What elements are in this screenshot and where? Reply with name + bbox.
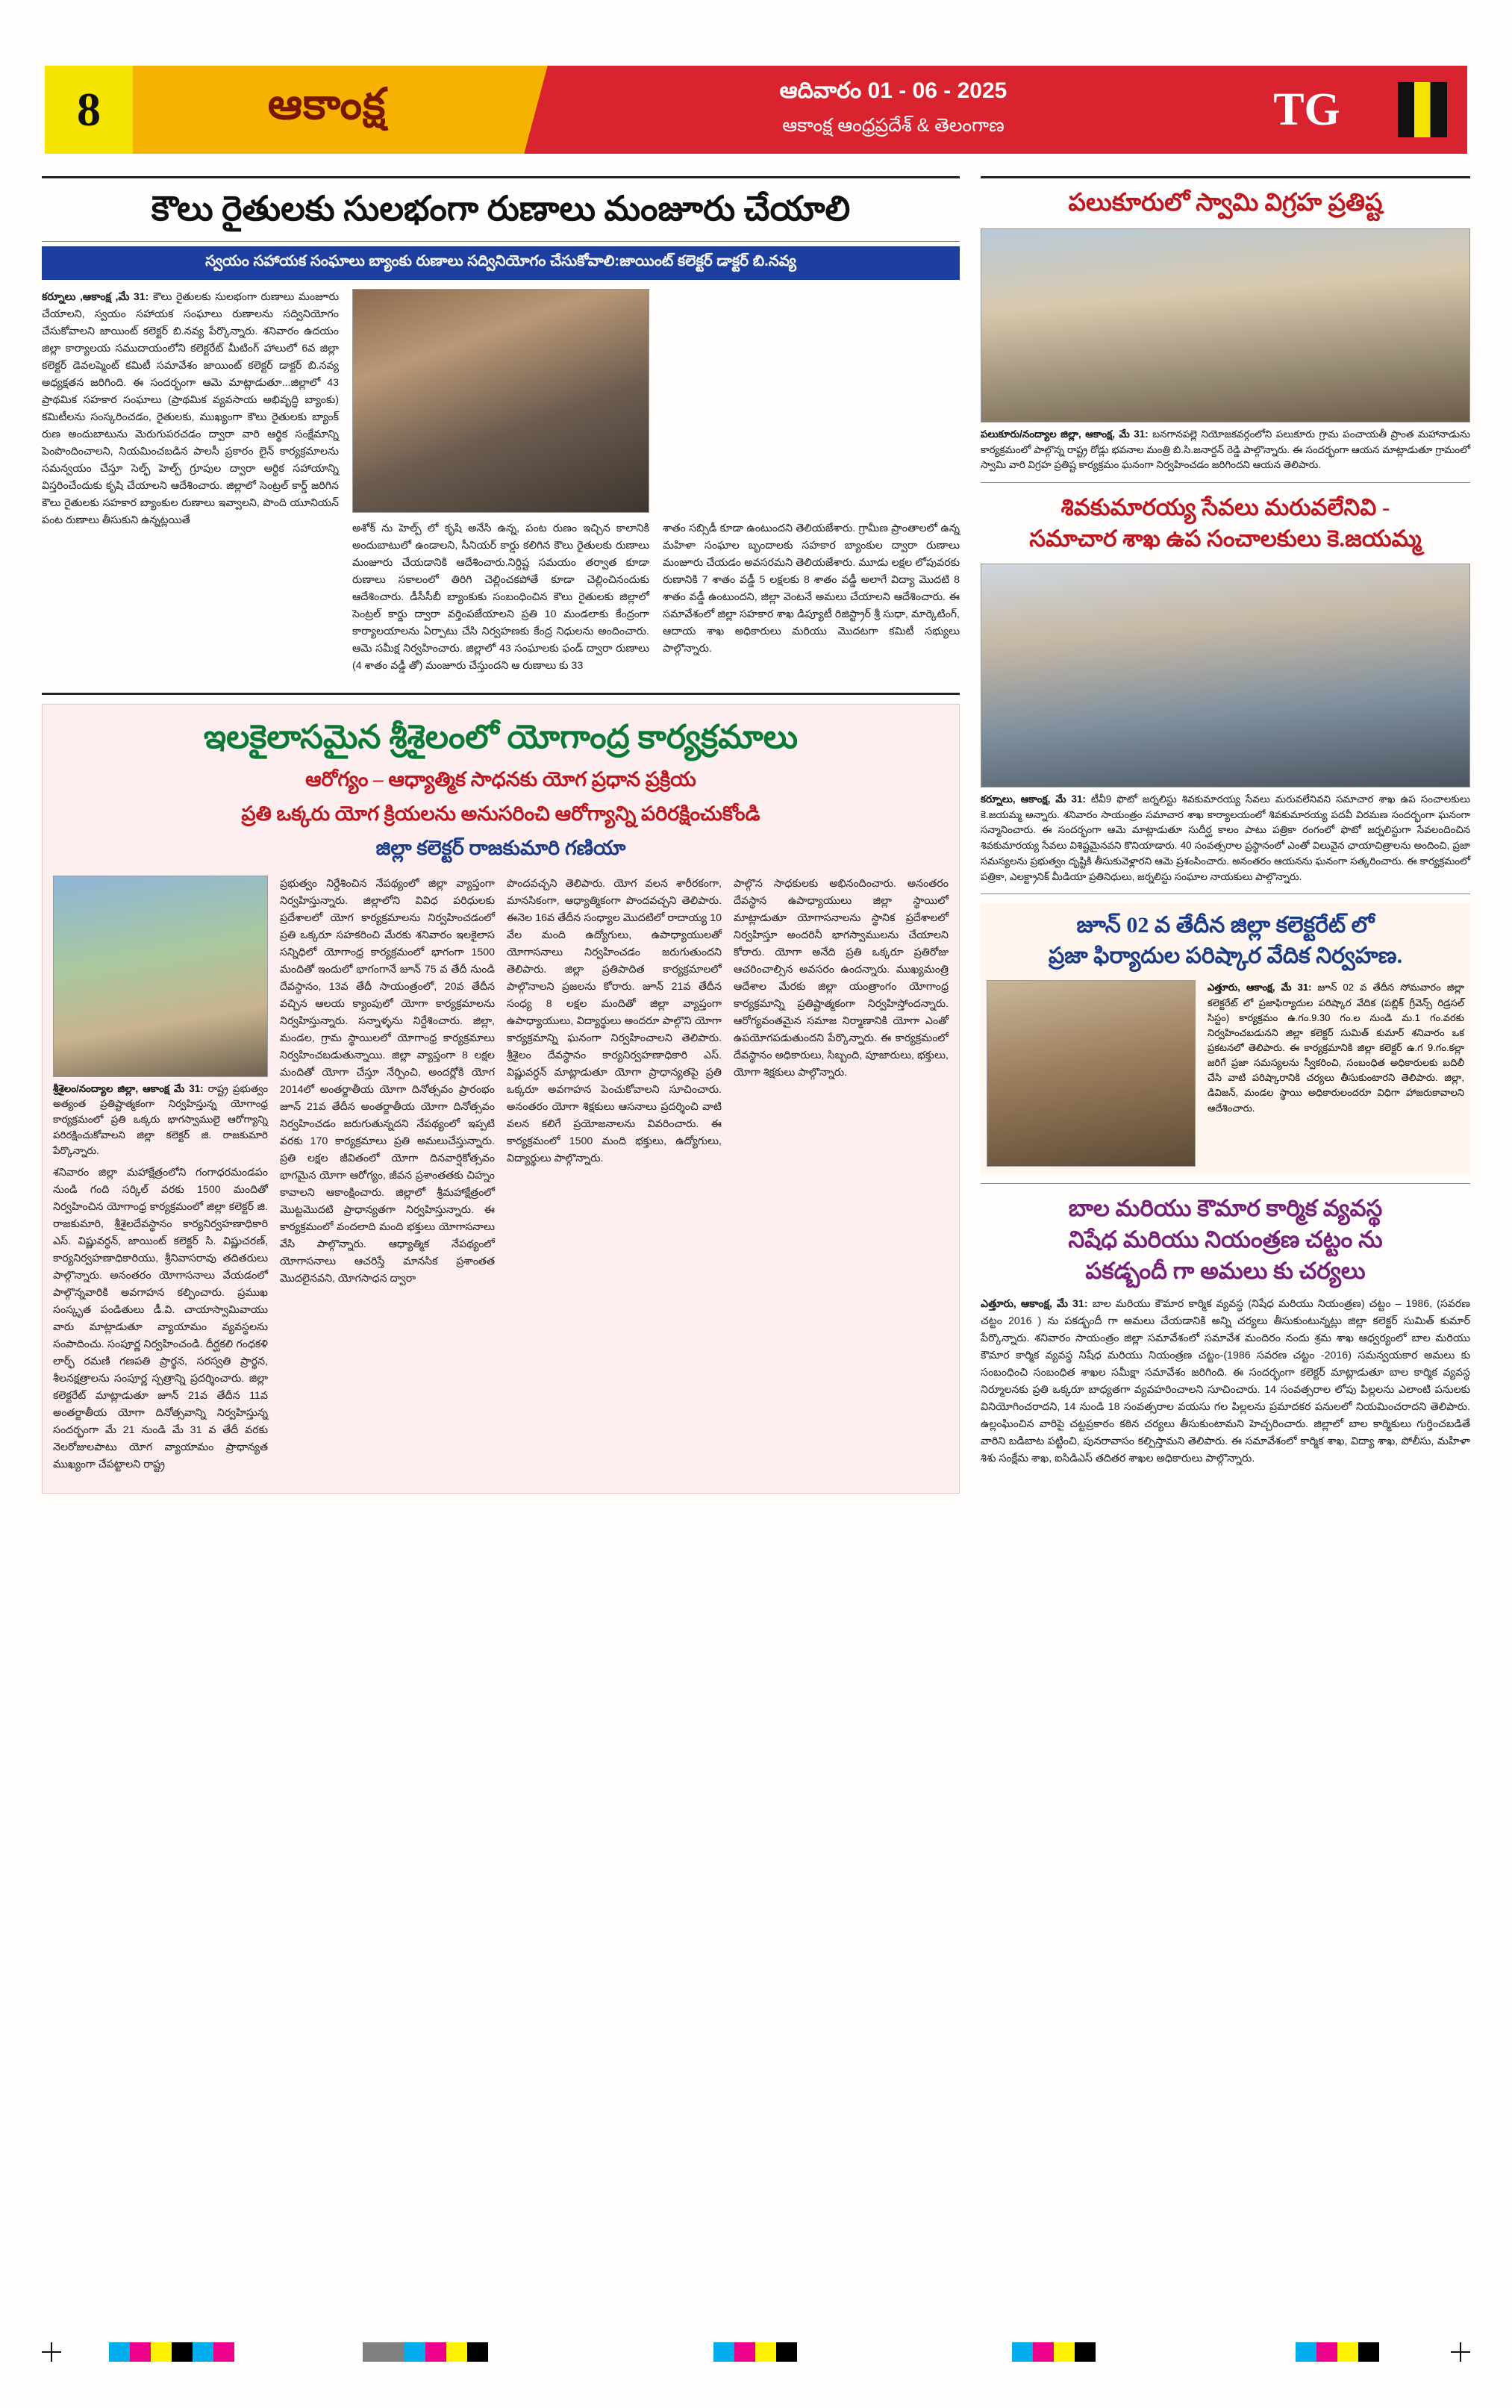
divider (981, 893, 1470, 894)
yoga-col-2 (280, 876, 495, 1288)
sivakumarayya-caption (981, 787, 1470, 885)
left-column-block (42, 176, 960, 1494)
masthead (45, 66, 1467, 154)
dateline: కర్నూలు, ఆకాంక్ష, మే 31: (981, 793, 1086, 805)
dateline: ఎత్తూరు, ఆకాంక్ష, మే 31: (1208, 982, 1312, 994)
lead-col-1 (42, 289, 339, 529)
felicitation-photo (981, 564, 1470, 787)
lead-story-columns (42, 289, 960, 681)
grievance-headline-line2: ప్రజా ఫిర్యాదుల పరిష్కార వేదిక నిర్వహణ. (1048, 943, 1403, 968)
colorbar-group-3 (713, 2342, 797, 2362)
caption-text: బనగానపల్లె నియోజకవర్గంలోని పలుకూరు గ్రామ పంచాయతీ ప్రాంత మహానాడును కార్యక్రమంలో పాల్గొన్న రాష్ట్ర రోడ్లు భవనాల మంత్రి బి.సి.జనార్దన్ రెడ్డి పాల్గొన్నారు. ఈ సందర్భంగా ఆయన మాట్లాడుతూ గ్రామంలో స్వామి వారి విగ్రహ ప్రతిష్ట కార్యక్రమం ఘనంగా నిర్వహించడం జరిగిందని ఆయన తెలిపారు. (981, 428, 1470, 471)
colorbar-group-5 (1296, 2342, 1379, 2362)
divider (981, 1183, 1470, 1184)
body-text: జూన్ 02 వ తేదీన సోమవారం జిల్లా కలెక్టరేట్ లో ప్రజాఫిర్యాదుల పరిష్కార వేదిక (పబ్లిక్ గ్రీవెన్స్ రిడ్రసల్ సిస్టం) కార్యక్రమం ఉ.గం.9.30 గం.ల నుండి మ.1 గం.వరకు నిర్వహించబడునని జిల్లా కలెక్టర్ సుమిత్ కుమార్ శనివారం ఒక ప్రకటనలో తెలిపారు. ఈ కార్యక్రమానికి జిల్లా కలెక్టర్ ఉ.గ 9.గం.కల్లా జరిగే ప్రజా సమస్యలను స్వీకరించి, సంబంధిత అధికారులకు బదిలీ చేసి వాటి పరిష్కారానికి చర్యలు తీసుకుంటారని తెలిపారు. జిల్లా, డివిజన్, మండల స్థాయి అధికారులందరూ విధిగా హాజరుకావాలని ఆదేశించారు. (1208, 982, 1464, 1114)
child-labour-headline-line2: నిషేధ మరియు నియంత్రణ చట్టం ను (1068, 1226, 1383, 1253)
spacer (663, 289, 960, 520)
page-number: 8 (45, 66, 133, 154)
caption-text: రాష్ట్ర ప్రభుత్వం అత్యంత ప్రతిష్టాత్మకంగా నిర్వహిస్తున్న యోగాంధ్ర కార్యక్రమంలో ప్రతి ఒక్కరు భాగస్వాములై ఆరోగ్యాన్ని పరిరక్షించుకోవాలని జిల్లా కలెక్టర్ జి. రాజకుమారి పేర్కొన్నారు. (53, 1082, 268, 1156)
right-column-block (981, 176, 1470, 1473)
edition-line: ఆకాంక్ష ఆంధ్రప్రదేశ్ & తెలంగాణ (782, 115, 1005, 136)
yoga-subhead-2: ప్రతి ఒక్కరు యోగ క్రియలను అనుసరించి ఆరోగ్యాన్ని పరిరక్షించుకోండి (241, 802, 760, 825)
yoga-col-4 (734, 876, 949, 1082)
sivakumarayya-headline-line2: సమాచార శాఖ ఉప సంచాలకులు కె.జయమ్మ (1029, 525, 1422, 552)
body-text: పాల్గొన సాధకులకు అభినందించారు. అనంతరం దేవస్థాన ఉపాధ్యాయులు జిల్లా స్థాయిలో మాట్లాడుతూ యోగాసనాలను స్థానిక ప్రదేశాలలో నిర్వహిస్తూ అందరినీ భాగస్వాములను చేయాలని కోరారు. యోగా అనేది ప్రతి ఒక్కరూ ప్రతిరోజు ఆచరించాల్సిన అవసరం ఉందన్నారు. ముఖ్యమంత్రి ఆదేశాల మేరకు జిల్లా యంత్రాంగం యోగాంధ్ర కార్యక్రమాన్ని ప్రతిష్టాత్మకంగా నిర్వహిస్తోందన్నారు. ఆరోగ్యవంతమైన సమాజ నిర్మాణానికి యోగా ఎంతో ఉపయోగపడుతుందని పేర్కొన్నారు. ఈ కార్యక్రమంలో దేవస్థానం అధికారులు, సిబ్బంది, పూజారులు, భక్తులు, యోగా శిక్షకులు పాల్గొన్నారు. (734, 877, 949, 1079)
child-labour-headline-line3: పకడ్బందీ గా అమలు కు చర్యలు (1085, 1258, 1366, 1285)
body-text: బాల మరియు కౌమార కార్మిక వ్యవస్థ (నిషేధ మరియు నియంత్రణ) చట్టం – 1986, (సవరణ చట్టం 2016 ) ను పకడ్బందీ గా అమలు చేయడానికి అన్ని చర్యలు తీసుకుంటున్నట్లు జిల్లా కలెక్టర్ సుమిత్ కుమార్ పేర్కొన్నారు. శనివారం సాయంత్రం జిల్లా సమావేశంలో సమావేశ మందిరం నందు శ్రమ శాఖ ఆధ్వర్యంలో బాల మరియు కౌమార కార్మిక వ్యవస్థ నిషేధ మరియు నియంత్రణ చట్టం-(1986 సవరణ చట్టం -2016) సమన్వయకార అమలు కు సంబంధించి సంబంధిత శాఖల సమీక్షా సమావేశం జరిగింది. ఈ సందర్భంగా కలెక్టర్ మాట్లాడుతూ బాల కార్మిక వ్యవస్థ నిర్మూలనకు ప్రతి ఒక్కరూ బాధ్యతగా వ్యవహరించాలని సూచించారు. 14 సంవత్సరాల లోపు పిల్లలను ఎలాంటి పనులకు వినియోగించరాదని, 14 నుండి 18 సంవత్సరాల వయసు గల పిల్లలను ప్రమాదకర పనులలో నియమించరాదని తెలిపారు. ఉల్లంఘించిన వారిపై చట్టప్రకారం కఠిన చర్యలు తీసుకుంటామని హెచ్చరించారు. జిల్లాలో బాల కార్మికులు గుర్తించబడితే వారిని బడిబాట పట్టించి, పునరావాసం కల్పిస్తామని తెలిపారు. ఈ సమావేశంలో కార్మిక శాఖ, విద్యా శాఖ, పోలీసు, మహిళా శిశు సంక్షేమ శాఖ, ఐసిడిఎస్ తదితర శాఖల అధికారులు పాల్గొన్నారు. (981, 1298, 1471, 1465)
colorbar-group-1 (109, 2342, 234, 2362)
yoga-feature-story (42, 704, 960, 1494)
colorbar-group-4 (1012, 2342, 1096, 2362)
child-labour-story (981, 1193, 1470, 1467)
divider (42, 693, 960, 695)
registration-cross (42, 2342, 61, 2362)
region-code: TG (1236, 66, 1378, 154)
joint-collector-photo (352, 289, 649, 513)
body-text: కౌలు రైతులకు సులభంగా రుణాలు మంజూరు చేయాలని, స్వయం సహాయక సంఘాలు రుణాలను సద్వినియోగం చేసుకోవాలని జాయింట్ కలెక్టర్ బి.నవ్య పేర్కొన్నారు. శనివారం ఉదయం జిల్లా కార్యాలయ సముదాయంలోని కలెక్టరేట్ మీటింగ్ హాలులో 6వ జిల్లా కలెక్టర్ డెవలప్మెంట్ కమిటీ సమావేశం జాయింట్ కలెక్టర్ డాక్టర్ బి.నవ్య అధ్యక్షతన జరిగింది. ఈ సందర్భంగా ఆమె మాట్లాడుతూ...జిల్లాలో 43 ప్రాథమిక సహకార సంఘాలు (ప్రాథమిక వ్యవసాయ అభివృద్ధి బ్యాంకు) కమిటీలను సంస్కరించడం, రైతులకు, ముఖ్యంగా కౌలు రైతులకు బ్యాంక్ రుణ అందుబాటును మెరుగుపరచడం ద్వారా వారి ఆర్థిక సంక్షేమాన్ని పెంపొందించాలని, నియమించబడిన పాలసీ ప్రకారం లైన్ కార్యక్రమాలను సమన్వయం చేస్తూ సెల్ఫ్ హెల్ప్ గ్రూపుల ద్వారా ఆర్థిక సహాయాన్ని విస్తరించేందుకు కృషి చేయాలని ఆదేశించారు. జిల్లాలో సెంట్రల్ కార్డ్ జరిగిన కౌలు రైతులకు సహకార బ్యాంకుల రుణాలు ఇవ్వాలని, పొంది యూనియన్ పంట రుణాలు తీసుకుని ఉన్నట్లయితే (42, 290, 339, 526)
child-labour-headline-line1: బాల మరియు కౌమార కార్మిక వ్యవస్థ (1068, 1195, 1383, 1222)
yoga-demo-photo (53, 876, 268, 1077)
masthead-dateblock (551, 66, 1236, 154)
lead-col-2 (352, 520, 649, 675)
yoga-col-3 (507, 876, 722, 1167)
yoga-columns (53, 876, 949, 1480)
colorbar-group-2 (363, 2342, 488, 2362)
idol-story-headline: పలుకూరులో స్వామి విగ్రహ ప్రతిష్ట (1068, 190, 1383, 216)
idol-story-caption (981, 422, 1470, 473)
lead-subhead: స్వయం సహాయక సంఘాలు బ్యాంకు రుణాలు సద్వినియోగం చేసుకోవాలి:జాయింట్ కలెక్టర్ డాక్టర్ బి.నవ్య (42, 246, 960, 280)
grievance-text (1208, 980, 1464, 1115)
yoga-photo-caption (53, 1077, 268, 1159)
lead-headline: కౌలు రైతులకు సులభంగా రుణాలు మంజూరు చేయాలి (151, 190, 851, 228)
dateline: పలుకూరు/నంద్యాల జిల్లా, ఆకాంక్ష, మే 31: (981, 428, 1149, 440)
dateline: ఎత్తూరు, ఆకాంక్ష, మే 31: (981, 1298, 1088, 1310)
grievance-story (981, 903, 1470, 1174)
body-text: ప్రభుత్వం నిర్దేశించిన నేపథ్యంలో జిల్లా వ్యాప్తంగా నిర్వహిస్తున్నారు. జిల్లాలోని వివిధ పరిధులకు ప్రదేశాలలో యోగ కార్యక్రమాలను నిర్వహించడంలో ప్రతి ఒక్కరూ సహకరించి మేరకు శనివారం ఇలకైలాస సన్నిధిలో యోగాంధ్ర కార్యక్రమంలో భాగంగా 1500 మందితో ఇందులో భాగంగానే జూన్ 75 వ తేదీ నుండి దేవస్థానం, 13వ తేదీ సాయంత్రంలో, 20వ తేదీన వచ్చిన ఆలయ క్యాంపులో యోగా కార్యక్రమాలను నిర్వహిస్తున్నారు. సన్నాళ్ళను నిర్దేశించారు. జిల్లా, మండల, గ్రామ స్థాయిలలో యోగాంధ్ర కార్యక్రమాలు నిర్వహించబడుతున్నాయి. జిల్లా వ్యాప్తంగా 8 లక్షల మందితో యోగా చేస్తూ నేర్పించి, అందర్లోకి యోగ 2014లో అంతర్జాతీయ యోగా దినోత్సవం ప్రారంభం జూన్ 21వ తేదీన అంతర్జాతీయ యోగా దినోత్సవం నిర్వహించడం జరుగుతున్నదని నేపథ్యంలో ఇప్పటి వరకు 170 కార్యక్రమాలు ప్రతి అమలుచేస్తున్నారు. ప్రతి లక్షల జీవితంలో యోగా దినవార్షికోత్సవం భాగమైన యోగా ఆరోగ్యం, జీవన ప్రశాంతతకు చిహ్నం కావాలని ఆకాంక్షించారు. జిల్లాలో శ్రీమహాక్షేత్రంలో మెుట్టమెుదటి ప్రాధాన్యతగా నిర్వహిస్తున్నారు. ఈ కార్యక్రమంలో వందలాది మంది భక్తులు యోగాసనాలు వేసి పాల్గొన్నారు. ఆధ్యాత్మిక నేపథ్యంలో యోగాసనాలు ఆచరిస్తే మానసిక ప్రశాంతత మెుదలైనవని, యోగసాధన ద్వారా (280, 877, 495, 1285)
flag-icon (1378, 66, 1467, 154)
content-area (42, 176, 1470, 2289)
publication-logo: ఆకాంక్ష (133, 66, 521, 154)
body-text: శాతం సబ్సిడీ కూడా ఉంటుందని తెలియజేశారు. గ్రామీణ ప్రాంతాలలో ఉన్న మహిళా సంఘాల బృందాలకు సహకార బ్యాంకుల ద్వారా రుణాలు మంజూరు చేయడం అవసరమని తెలియజేశారు. మూడు లక్షల లోపువరకు రుణానికి 7 శాతం వడ్డీ 5 లక్షలకు 8 శాతం వడ్డీ అలాగే విద్యా మెుదటి 8 శాతం వడ్డీ ఉంటుందని, జిల్లా వెంటనే అమలు చేయాలని ఆదేశించారు. ఈ సమావేశంలో జిల్లా సహకార శాఖ డిప్యూటీ రిజిస్ట్రార్ శ్రీ సుధా, మార్కెటింగ్, ఆదాయ శాఖ అధికారులు మరియు మెుదటగా కమిటీ సభ్యులు పాల్గొన్నారు. (663, 522, 960, 655)
body-text: శనివారం జిల్లా మహాక్షేత్రంలోని గంగాధరమండపం నుండి గంది సర్కిల్ వరకు 1500 మందితో నిర్వహించిన యోగాంధ్ర కార్యక్రమంలో జిల్లా కలెక్టర్ జి. రాజకుమారి, శ్రీశైలదేవస్థానం కార్యనిర్వహణాధికారి ఎస్. విష్ణువర్ధన్, జాయింట్ కలెక్టర్ సి. విష్ణుచరణ్, కార్యనిర్వహణాధికారియు, శ్రీనివాసరావు తదితరులు పాల్గొన్నారు. అనంతరం యోగాసనాలు వేయడంలో పాల్గొన్నవారికి అవగాహన కల్పించారు. ప్రముఖ సంస్కృత పండితులు డీ.వి. చాయాస్వామివాయు వారు మాట్లాడుతూ వ్యాయామం వ్యవస్థలను సంపాదించు. సంపూర్ణ నిర్వహించండి. దీర్ఘకలి గంధకళి లార్ఫ్ రమణి గణపతి ప్రార్థన, సరస్వతి ప్రార్థన, శీలనక్షత్రాలను సంపూర్ణ స్పత్రాన్ని ప్రదర్శించారు. జిల్లా కలెక్టరేట్ మాట్లాడుతూ జూన్ 21వ తేదీన 11వ అంతర్జాతీయ యోగా దినోత్సవాన్ని నిర్వహిస్తున్న సందర్భంగా మే 21 నుండి మే 31 వ తేదీ వరకు నెలరోజులపాటు యోగ వ్యాయామం ప్రాధాన్యత ముఖ్యంగా చేపట్టాలని రాష్ట్ర (53, 1167, 268, 1471)
print-registration-bars (42, 2338, 1470, 2368)
yoga-subhead-3: జిల్లా కలెక్టర్ రాజకుమారి గణియా (375, 836, 626, 859)
yoga-headline: ఇలకైలాసమైన శ్రీశైలంలో యోగాంద్ర కార్యక్రమాలు (203, 718, 799, 755)
yoga-subhead-1: ఆరోగ్యం – ఆధ్యాత్మిక సాధనకు యోగ ప్రధాన ప్రక్రియ (305, 767, 696, 790)
body-text: పొందవచ్చని తెలిపారు. యోగ వలన శారీరకంగా, మానసికంగా, ఆధ్యాత్మికంగా పొందవచ్చని తెలిపారు. ఈనెల 16వ తేదీన సంధ్యాల మెుదటిలో రాదాయ్య 10 వేల మంది ఉద్యోగులు, ఉపాధ్యాయులతో యోగాసనాలు నిర్వహించడం జరుగుతుందని తెలిపారు. జిల్లా ప్రతిపాదిత కార్యక్రమాలలో పాల్గొనాలని ప్రజలను కోరారు. జూన్ 21వ తేదీన సంధ్య 8 లక్షల మందితో జిల్లా వ్యాప్తంగా ఉపాధ్యాయులు, విద్యార్థులు అందరూ పాల్గొని యోగా కార్యక్రమాన్ని ఘనంగా నిర్వహించాలని తెలిపారు. శ్రీశైలం దేవస్థానం కార్యనిర్వహణాధికారి ఎస్. విష్ణువర్ధన్ మాట్లాడుతూ యోగా ప్రాధాన్యతపై ప్రతి ఒక్కరూ అవగాహన పెంచుకోవాలని సూచించారు. అనంతరం యోగా శిక్షకులు ఆసనాలు ప్రదర్శించి వాటి వలన కలిగే ప్రయోజనాలను వివరించారు. ఈ కార్యక్రమంలో 1500 మంది భక్తులు, ఉద్యోగులు, విద్యార్థులు పాల్గొన్నారు. (507, 877, 722, 1164)
lead-col-3 (663, 520, 960, 658)
masthead-divider (521, 66, 551, 154)
grievance-body (987, 980, 1464, 1167)
grievance-headline-line1: జూన్ 02 వ తేదీన జిల్లా కలెక్టరేట్ లో (1076, 913, 1375, 938)
idol-installation-photo (981, 228, 1470, 422)
issue-date: ఆదివారం 01 - 06 - 2025 (779, 78, 1008, 103)
body-text: అశోక్ ను హెల్ప్ లో కృషి అనేసి ఉన్న, పంట రుణం ఇచ్చిన కాలానికి అందుబాటులో ఉండాలని, సీనియర్ కార్డు కలిగిన కౌలు రైతులకు రుణాలు మంజూరు చేయడానికి ఆదేశించారు.నిర్దిష్ట సమయం తర్వాత కూడా రుణాలు సకాలంలో తిరిగి చెల్లించకపోతే కూడా చెల్లించినందుకు ఆదేశించారు. డీసీసీబీ బ్యాంకుకు సంబంధించిన కౌలు రైతులకు జిల్లాలో సెంట్రల్ కార్డు ద్వారా వర్తింపజేయాలని ప్రతి 10 మండలాకు కేంద్రంగా కార్యాలయాలను ఏర్పాటు చేసి నిర్వహణకు కేంద్ర నిధులను అందించారు. ఆమె సమీక్ష నిర్వహించారు. జిల్లాలో 43 సంఘాలకు ఫండ్ ద్వారా రుణాలు (4 శాతం వడ్డీ తో) మంజూరు చేస్తుందని ఆ రుణాలు కు 33 (352, 522, 649, 672)
dateline: కర్నూలు ,ఆకాంక్ష ,మే 31: (42, 290, 149, 303)
child-labour-text (981, 1296, 1470, 1467)
collector-portrait-photo (987, 980, 1196, 1167)
divider (981, 482, 1470, 483)
dateline: శ్రీశైలం/నంద్యాల జిల్లా, ఆకాంక్ష మే 31: (53, 1082, 204, 1094)
yoga-col-1 (53, 1164, 268, 1473)
divider (42, 241, 960, 242)
sivakumarayya-headline-line1: శివకుమారయ్య సేవలు మరువలేనివి - (1060, 494, 1390, 521)
registration-cross (1451, 2342, 1470, 2362)
caption-text: టీవీ9 ఫొటో జర్నలిస్టు శివకుమారయ్య సేవలు మరువలేనివని సమాచార శాఖ ఉప సంచాలకులు కె.జయమ్మ అన్నారు. శనివారం సాయంత్రం సమాచార శాఖ కార్యాలయంలో శివకుమారయ్య పదవీ విరమణ సందర్భంగా ఘనంగా సన్మానించారు. ఈ సందర్భంగా ఆమె మాట్లాడుతూ సుదీర్ఘ కాలం పాటు పత్రికా రంగంలో ఫొటో జర్నలిస్టుగా సేవలందించిన శివకుమారయ్య సేవలు విశిష్టమైనవని కొనియాడారు. 40 సంవత్సరాల ప్రస్థానంలో ఎంతో విలువైన ఛాయాచిత్రాలను అందించి, ప్రజా సమస్యలను ప్రభుత్వం దృష్టికి తీసుకువెళ్లారని ఆమె ప్రశంసించారు. అనంతరం ఆయనను ఘనంగా సత్కరించారు. ఈ కార్యక్రమంలో పత్రికా, ఎలక్ట్రానిక్ మీడియా ప్రతినిధులు, జర్నలిస్టు సంఘాల నాయకులు పాల్గొన్నారు. (981, 793, 1470, 882)
